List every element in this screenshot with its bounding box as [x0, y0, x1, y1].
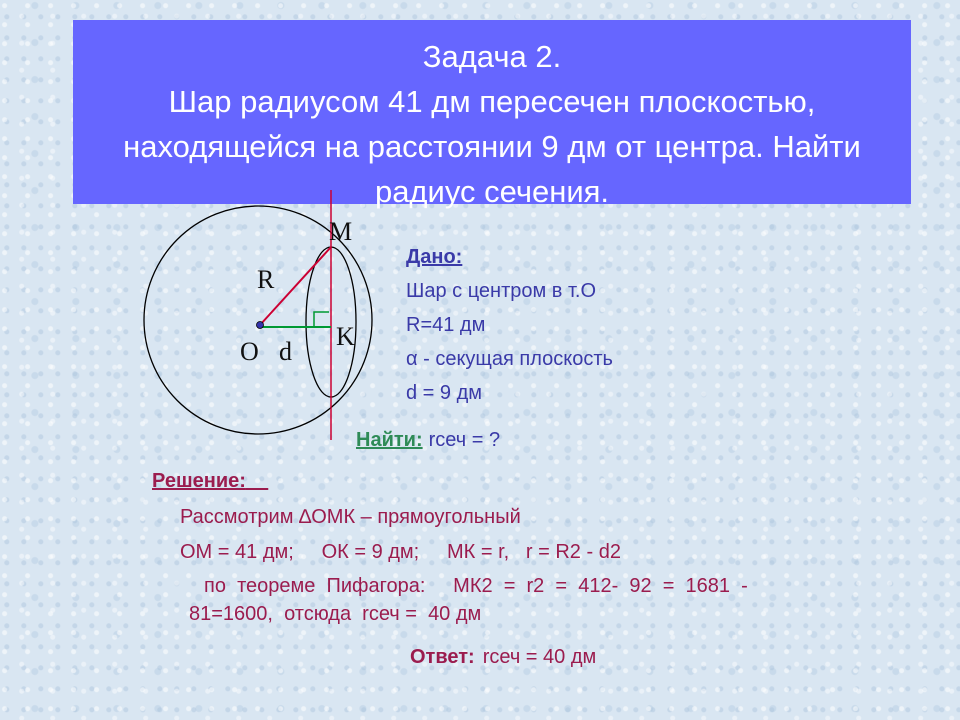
- given-heading: Дано:: [406, 246, 463, 268]
- task-statement-line-1: Шар радиусом 41 дм пересечен плоскостью,: [168, 84, 816, 119]
- solution-heading-text: Решение:: [152, 470, 246, 492]
- given-line-plane: α - секущая плоскость: [406, 348, 613, 370]
- task-statement-line-3: радиус сечения.: [374, 174, 610, 209]
- answer-section: [410, 646, 596, 669]
- given-line-radius: R=41 дм: [406, 314, 486, 336]
- task-title: Задача 2.: [422, 39, 562, 74]
- right-angle-mark: [314, 312, 329, 327]
- label-o: O: [240, 337, 259, 366]
- given-line-distance: d = 9 дм: [406, 382, 483, 404]
- answer-label: Ответ:: [410, 646, 475, 668]
- answer-text: rсеч = 40 дм: [482, 646, 597, 668]
- solution-line-1: Рассмотрим ∆ОМК – прямоугольный: [180, 506, 521, 528]
- center-point-o: [257, 322, 264, 329]
- solution-heading-underline: [246, 470, 268, 492]
- label-r: R: [257, 265, 275, 294]
- find-text: rсеч = ?: [428, 429, 501, 451]
- label-m: M: [329, 217, 353, 246]
- solution-heading: [152, 470, 268, 493]
- given-line-sphere: Шар с центром в т.О: [406, 280, 597, 302]
- solution-line-4: 81=1600, отсюда rсеч = 40 дм: [189, 603, 482, 625]
- label-k: K: [336, 322, 355, 351]
- label-d: d: [279, 337, 292, 366]
- find-label: Найти:: [356, 429, 423, 451]
- given-section: [406, 240, 613, 410]
- task-statement-line-2: находящейся на расстоянии 9 дм от центра. Найти: [123, 129, 861, 164]
- solution-line-3: по теореме Пифагора: МК2 = r2 = 412- 92 = 1681 -: [204, 575, 748, 597]
- find-section: [356, 429, 500, 452]
- solution-line-2: ОМ = 41 дм; ОК = 9 дм; МК = r, r = R2 - d2: [180, 541, 621, 563]
